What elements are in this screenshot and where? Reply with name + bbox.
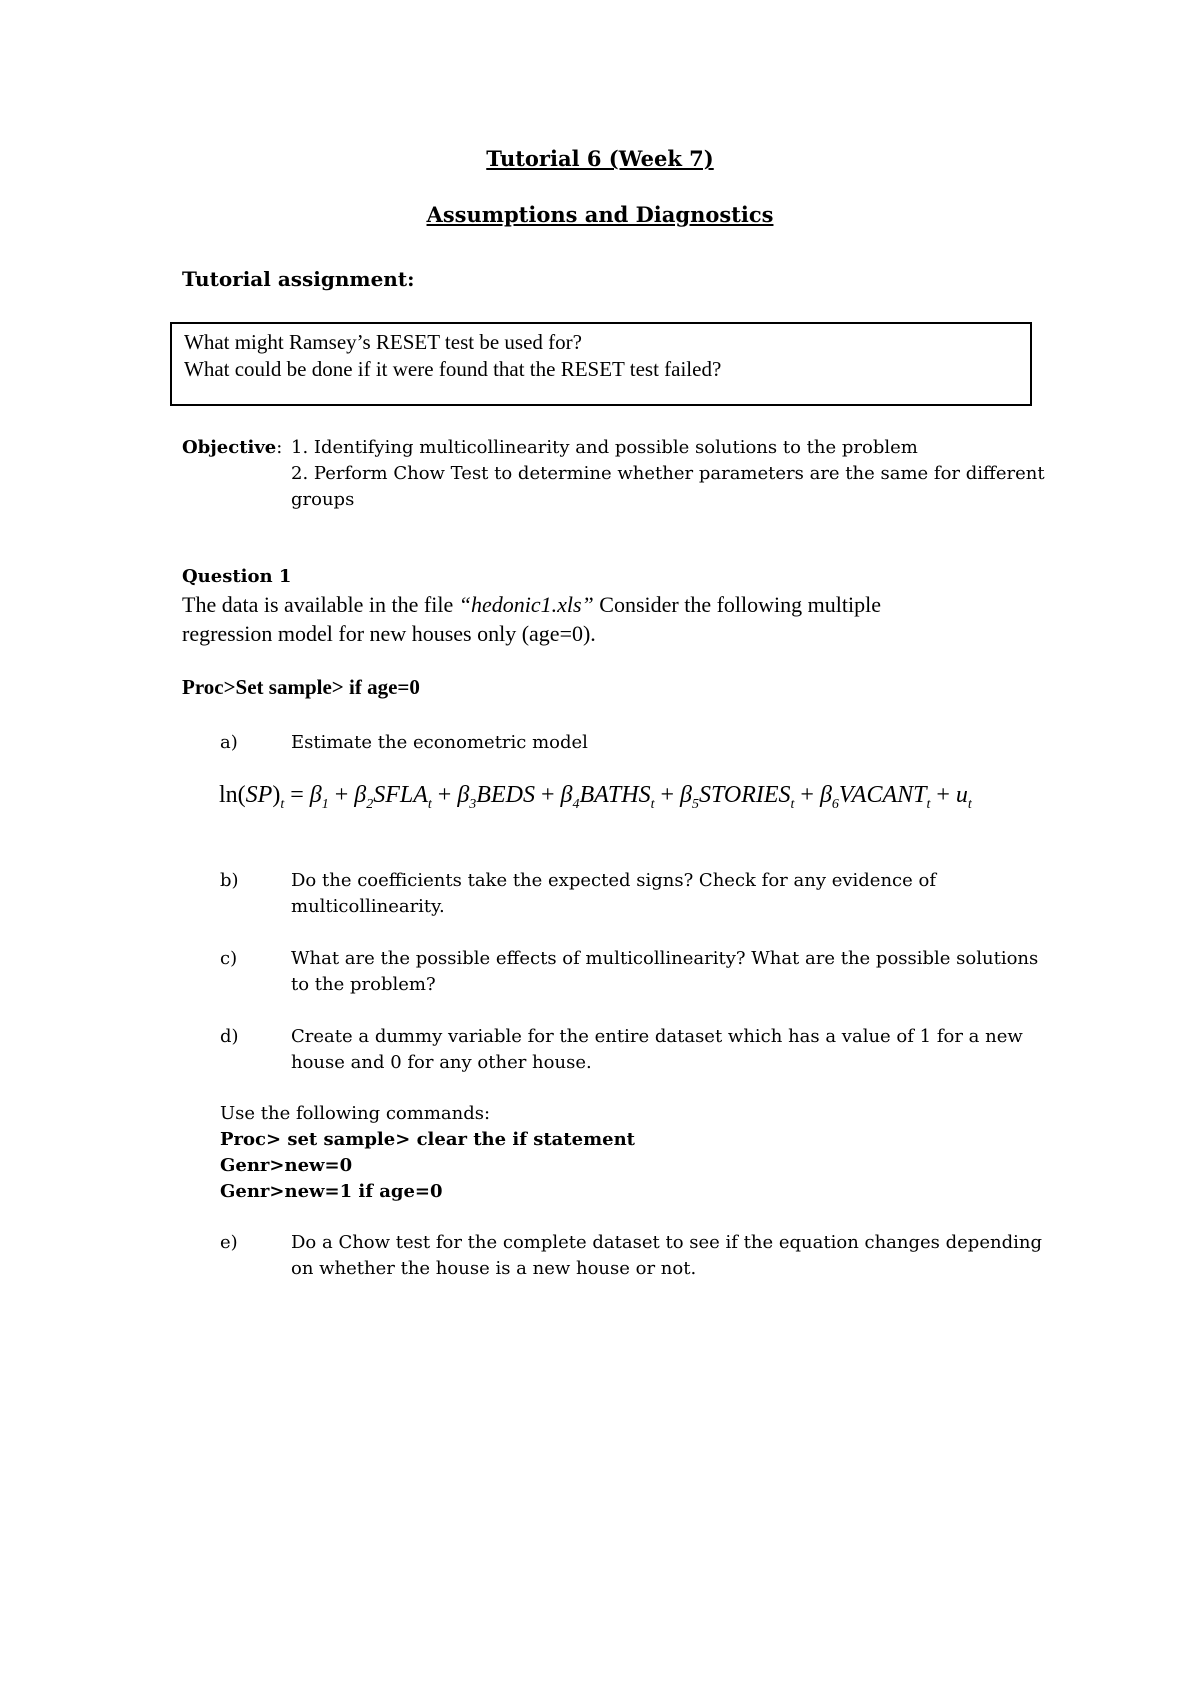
part-b-text-line1: Do the coefficients take the expected signs? Check for any evidence of: [291, 870, 937, 891]
intro-file-name: “hedonic1.xls”: [458, 592, 594, 617]
part-c-text-line1: What are the possible effects of multicollinearity? What are the possible solutions: [291, 948, 1039, 969]
command-line-2: Genr>new=0: [220, 1155, 353, 1176]
part-e-text-line1: Do a Chow test for the complete dataset to see if the equation changes depending: [291, 1232, 1042, 1253]
page-subtitle: Assumptions and Diagnostics: [426, 202, 774, 227]
part-c-label: c): [220, 948, 238, 969]
use-commands-text: Use the following commands:: [220, 1103, 491, 1124]
objective-item-1: 1. Identifying multicollinearity and possible solutions to the problem: [291, 437, 918, 458]
intro-text-post: Consider the following multiple: [593, 592, 881, 617]
intro-text-pre: The data is available in the file: [182, 592, 459, 617]
part-a-label: a): [220, 732, 238, 753]
part-c-text-line2: to the problem?: [291, 974, 436, 995]
regression-equation: $\ln(SP)_t = \beta_1$ + $\beta_2SFLA_t$ + $\beta_3BEDS$ + $\beta_4BATHS_t$ + $\beta_5STORIES_t$ + $\beta_6VACANT_t + u_t$: [219, 782, 972, 812]
part-d-label: d): [220, 1026, 239, 1047]
command-line-1: Proc> set sample> clear the if statement: [220, 1129, 635, 1150]
part-b-text-line2: multicollinearity.: [291, 896, 445, 917]
part-e-text-line2: on whether the house is a new house or not.: [291, 1258, 697, 1279]
objective-colon: :: [276, 437, 283, 458]
assignment-heading: Tutorial assignment:: [182, 267, 415, 291]
page-title: Tutorial 6 (Week 7): [486, 146, 714, 171]
objective-item-2-line1: 2. Perform Chow Test to determine whether parameters are the same for different: [291, 463, 1045, 484]
part-a-text: Estimate the econometric model: [291, 732, 588, 753]
assignment-box: [170, 322, 1032, 406]
part-b-label: b): [220, 870, 239, 891]
assignment-question-1: What might Ramsey’s RESET test be used for?: [184, 330, 582, 354]
part-d-text-line1: Create a dummy variable for the entire dataset which has a value of 1 for a new: [291, 1026, 1023, 1047]
question-1-intro-line2: regression model for new houses only (age=0).: [182, 621, 596, 646]
objective-label-group: [182, 437, 282, 458]
assignment-question-2: What could be done if it were found that the RESET test failed?: [184, 357, 722, 381]
part-e-label: e): [220, 1232, 238, 1253]
objective-label: Objective: [182, 437, 277, 458]
command-line-3: Genr>new=1 if age=0: [220, 1181, 443, 1202]
set-sample-command: Proc>Set sample> if age=0: [182, 675, 420, 699]
part-d-text-line2: house and 0 for any other house.: [291, 1052, 592, 1073]
question-1-heading: Question 1: [182, 566, 292, 587]
objective-item-2-line2: groups: [291, 489, 355, 510]
question-1-intro-line1: [182, 592, 881, 618]
